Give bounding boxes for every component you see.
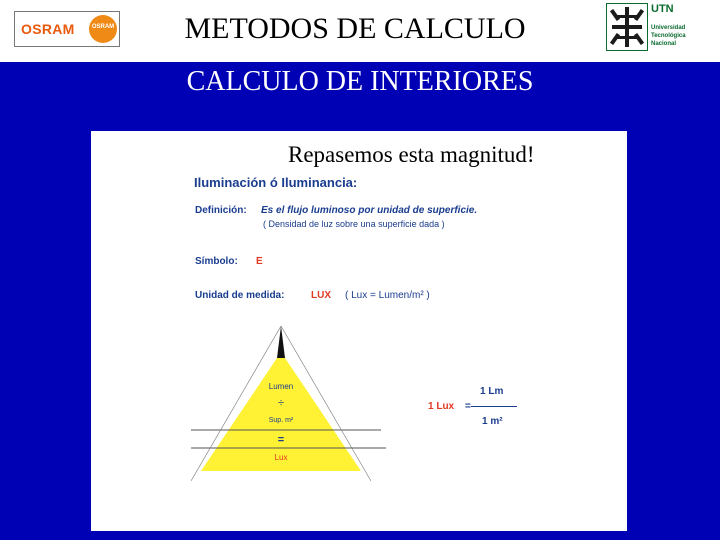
pyramid-divide: ÷ xyxy=(277,397,285,409)
formula-lhs: 1 Lux xyxy=(428,401,455,412)
pyramid-lumen: Lumen xyxy=(268,382,294,391)
unit-label: Unidad de medida: xyxy=(195,290,285,301)
symbol-label: Símbolo: xyxy=(195,256,238,267)
page-title: METODOS DE CALCULO xyxy=(184,12,526,45)
osram-logo-word: OSRAM xyxy=(21,21,75,37)
formula-equals: = xyxy=(465,401,471,412)
content-panel xyxy=(91,131,627,531)
definition-note: ( Densidad de luz sobre una superficie dada ) xyxy=(263,219,445,229)
pyramid-lux: Lux xyxy=(274,453,288,462)
panel-title: Repasemos esta magnitud! xyxy=(288,142,535,167)
section-subtitle: CALCULO DE INTERIORES xyxy=(186,66,534,97)
formula-denominator: 1 m² xyxy=(482,416,503,427)
formula-fraction-bar xyxy=(471,406,517,407)
lux-pyramid-diagram xyxy=(191,326,416,486)
symbol-value: E xyxy=(256,256,263,267)
utn-logo-line: Universidad xyxy=(651,25,686,31)
utn-logo-title: UTN xyxy=(651,3,674,15)
osram-logo-icon xyxy=(89,15,117,43)
utn-logo-line: Tecnológica xyxy=(651,33,686,39)
utn-emblem-icon xyxy=(606,3,648,51)
pyramid-sup: Sup. m² xyxy=(268,417,294,424)
header xyxy=(0,0,720,62)
pyramid-equals: = xyxy=(277,434,285,446)
utn-logo-line: Nacional xyxy=(651,41,677,47)
osram-logo xyxy=(14,11,120,47)
formula-numerator: 1 Lm xyxy=(480,386,504,397)
osram-disc-text: OSRAM xyxy=(91,24,115,30)
definition-text: Es el flujo luminoso por unidad de superficie. xyxy=(261,205,478,216)
concept-heading: Iluminación ó Iluminancia: xyxy=(194,175,358,190)
unit-value: LUX xyxy=(311,290,331,301)
unit-note: ( Lux = Lumen/m² ) xyxy=(345,290,430,301)
definition-label: Definición: xyxy=(195,205,247,216)
